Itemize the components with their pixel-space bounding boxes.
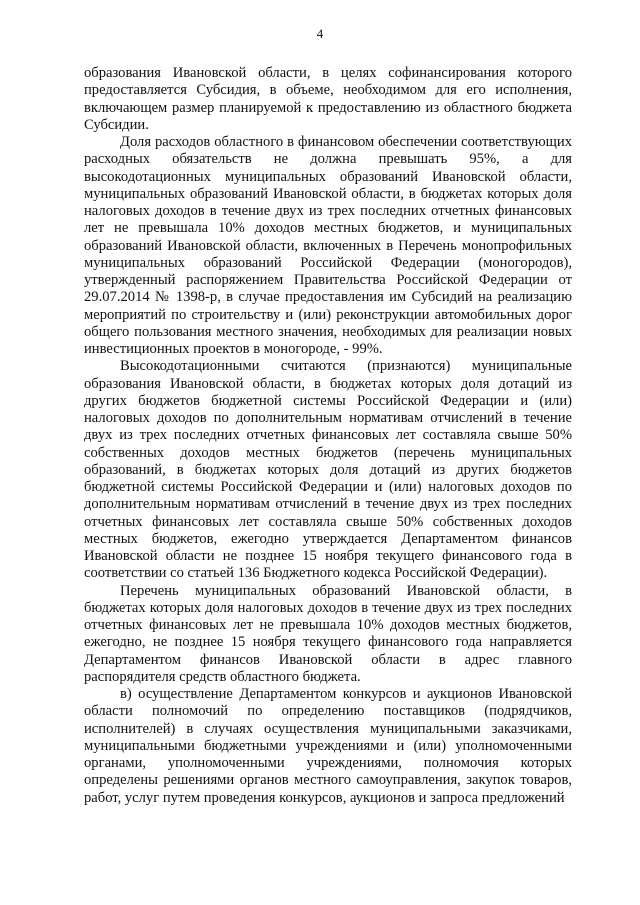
paragraph-list-of-municipalities: Перечень муниципальных образований Ивановской области, в бюджетах которых доля налоговых доходов в течение двух из трех последних отчетных финансовых лет не превышала 10% доходов местных бюджетов, ежегодно, не позднее 15 ноября текущего финансового года направляется Департаментом финансов Ивановской области в адрес главного распорядителя средств областного бюджета. (84, 582, 572, 685)
document-body (84, 65, 572, 807)
paragraph-share-of-expenses: Доля расходов областного в финансовом обеспечении соответствующих расходных обязательств не должна превышать 95%, а для высокодотационных муниципальных образований Ивановской области, муниципальных образований Ивановской области, в бюджетах которых доля налоговых доходов в течение двух из трех последних отчетных финансовых лет не превышала 10% доходов местных бюджетов, и муниципальных образований Ивановской области, включенных в Перечень монопрофильных муниципальных образований Российской Федерации (моногородов), утвержденный распоряжением Правительства Российской Федерации от 29.07.2014 № 1398-р, в случае предоставления им Субсидий на реализацию мероприятий по строительству и (или) реконструкции автомобильных дорог общего пользования местного значения, необходимых для реализации новых инвестиционных проектов в моногороде, - 99%. (84, 134, 572, 357)
paragraph-highly-subsidized-definition: Высокодотационными считаются (признаются) муниципальные образования Ивановской области, в бюджетах которых доля дотаций из других бюджетов бюджетной системы Российской Федерации и (или) налоговых доходов по дополнительным нормативам отчислений в течение двух из трех последних отчетных финансовых лет составляла свыше 50% собственных доходов местных бюджетов (перечень муниципальных образований, в бюджетах которых доля дотаций из других бюджетов бюджетной системы Российской Федерации и (или) налоговых доходов по дополнительным нормативам отчислений в течение двух из трех последних отчетных финансовых лет составляла свыше 50% собственных доходов местных бюджетов, ежегодно утверждается Департаментом финансов Ивановской области не позднее 15 ноября текущего финансового года в соответствии со статьей 136 Бюджетного кодекса Российской Федерации). (84, 358, 572, 582)
paragraph-continuation: образования Ивановской области, в целях софинансирования которого предоставляется Субсидия, в объеме, необходимом для его исполнения, включающем размер планируемой к предоставлению из областного бюджета Субсидии. (84, 65, 572, 133)
paragraph-item-v: в) осуществление Департаментом конкурсов и аукционов Ивановской области полномочий по определению поставщиков (подрядчиков, исполнителей) в случаях осуществления муниципальными заказчиками, муниципальными бюджетными учреждениями и (или) уполномоченными органами, уполномоченными учреждениями, полномочия которых определены решениями органов местного самоуправления, закупок товаров, работ, услуг путем проведения конкурсов, аукционов и запроса предложений (84, 686, 572, 806)
page-number: 4 (316, 26, 324, 41)
